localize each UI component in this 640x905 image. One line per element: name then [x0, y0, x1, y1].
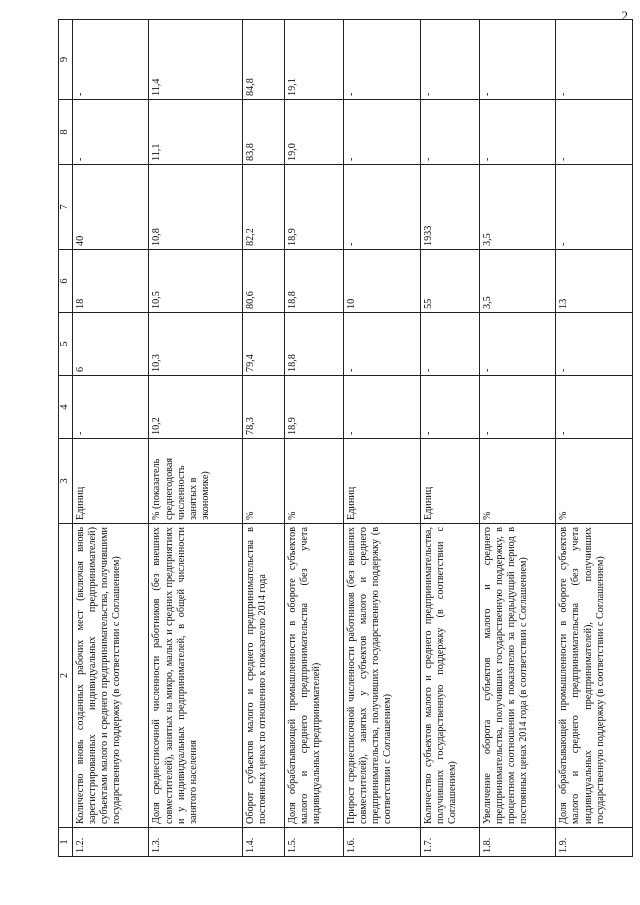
indicator-name: Количество вновь созданных рабочих мест (включая вновь зарегистрированных индивидуальных предпринимателей) субъектами малого и среднего предпринимательства, получившими государственную поддержку (в соответствии с Соглашением)	[73, 524, 149, 828]
value-cell: 55	[420, 250, 479, 313]
value-cell: 82,2	[243, 165, 285, 250]
page-number: 2	[621, 8, 628, 23]
row-number: 1.6.	[344, 828, 420, 857]
value-cell: 79,4	[243, 313, 285, 376]
value-cell: 19,0	[285, 100, 344, 165]
value-cell: -	[420, 313, 479, 376]
value-cell: -	[479, 376, 555, 439]
value-cell: -	[420, 100, 479, 165]
row-number: 1.3.	[149, 828, 243, 857]
table-row	[149, 20, 243, 857]
value-cell: -	[479, 313, 555, 376]
value-cell: 18,9	[285, 376, 344, 439]
unit-cell: %	[243, 439, 285, 524]
value-cell: 11,4	[149, 20, 243, 100]
value-cell: 10,2	[149, 376, 243, 439]
value-cell: -	[479, 20, 555, 100]
value-cell: -	[73, 100, 149, 165]
table-row	[285, 20, 344, 857]
row-number: 1.5.	[285, 828, 344, 857]
value-cell: 13	[556, 250, 633, 313]
indicator-name: Доля среднесписочной численности работников (без внешних совместителей), занятых на микро, малых и средних предприятиях и у индивидуальных предпринимателей, в общей численности занятого населения	[149, 524, 243, 828]
table-row	[73, 20, 149, 857]
value-cell: 10	[344, 250, 420, 313]
table-row	[420, 20, 479, 857]
value-cell: 18,8	[285, 250, 344, 313]
value-cell: 3,5	[479, 250, 555, 313]
column-header: 2	[59, 524, 73, 828]
value-cell: -	[344, 165, 420, 250]
row-number: 1.7.	[420, 828, 479, 857]
value-cell: -	[556, 100, 633, 165]
row-number: 1.9.	[556, 828, 633, 857]
value-cell: -	[420, 376, 479, 439]
indicator-name: Количество субъектов малого и среднего предпринимательства, получивших государственную поддержку (в соответствии с Соглашением)	[420, 524, 479, 828]
value-cell: 18	[73, 250, 149, 313]
indicator-name: Увеличение оборота субъектов малого и среднего предпринимательства, получивших государственную поддержку, в процентном соотношении к показателю за предыдущий период в постоянных ценах 2014 года (в соответствии с Соглашением)	[479, 524, 555, 828]
value-cell: 11,1	[149, 100, 243, 165]
indicator-name: Доля обрабатывающей промышленности в обороте субъектов малого и среднего предпринимательства (без учета индивидуальных предпринимателей), получивших государственную поддержку (в соответствии с Соглашением)	[556, 524, 633, 828]
value-cell: -	[479, 100, 555, 165]
value-cell: 80,6	[243, 250, 285, 313]
unit-cell: % (показатель среднегодовая численность занятых в экономике)	[149, 439, 243, 524]
column-header: 4	[59, 376, 73, 439]
value-cell: 10,8	[149, 165, 243, 250]
value-cell: 1933	[420, 165, 479, 250]
value-cell: -	[73, 376, 149, 439]
value-cell: -	[420, 20, 479, 100]
value-cell: -	[556, 376, 633, 439]
column-header: 6	[59, 250, 73, 313]
table-row	[556, 20, 633, 857]
value-cell: 10,3	[149, 313, 243, 376]
value-cell: 19,1	[285, 20, 344, 100]
value-cell: -	[344, 376, 420, 439]
table-header-row	[59, 20, 73, 857]
table-row	[243, 20, 285, 857]
unit-cell: Единиц	[420, 439, 479, 524]
value-cell: -	[344, 313, 420, 376]
value-cell: 10,5	[149, 250, 243, 313]
value-cell: 83,8	[243, 100, 285, 165]
value-cell: -	[556, 165, 633, 250]
column-header: 1	[59, 828, 73, 857]
value-cell: -	[556, 313, 633, 376]
indicator-name: Прирост среднесписочной численности работников (без внешних совместителей), занятых у субъектов малого и среднего предпринимательства, получивших государственную поддержку (в соответствии с Соглашением)	[344, 524, 420, 828]
rotated-table-container	[58, 20, 633, 857]
value-cell: 40	[73, 165, 149, 250]
unit-cell: Единиц	[73, 439, 149, 524]
row-number: 1.4.	[243, 828, 285, 857]
unit-cell: Единиц	[344, 439, 420, 524]
row-number: 1.8.	[479, 828, 555, 857]
row-number: 1.2.	[73, 828, 149, 857]
column-header: 3	[59, 439, 73, 524]
value-cell: -	[73, 20, 149, 100]
column-header: 7	[59, 165, 73, 250]
value-cell: 6	[73, 313, 149, 376]
value-cell: 3,5	[479, 165, 555, 250]
table-row	[344, 20, 420, 857]
unit-cell: %	[285, 439, 344, 524]
value-cell: -	[556, 20, 633, 100]
indicators-table	[58, 19, 633, 857]
value-cell: 18,9	[285, 165, 344, 250]
value-cell: -	[344, 20, 420, 100]
column-header: 9	[59, 20, 73, 100]
indicator-name: Доля обрабатывающей промышленности в обороте субъектов малого и среднего предпринимательства (без учета индивидуальных предпринимателей)	[285, 524, 344, 828]
value-cell: 84,8	[243, 20, 285, 100]
unit-cell: %	[479, 439, 555, 524]
indicator-name: Оборот субъектов малого и среднего предпринимательства в постоянных ценах по отношению к показателю 2014 года	[243, 524, 285, 828]
value-cell: 78,3	[243, 376, 285, 439]
value-cell: 18,8	[285, 313, 344, 376]
column-header: 8	[59, 100, 73, 165]
column-header: 5	[59, 313, 73, 376]
unit-cell: %	[556, 439, 633, 524]
value-cell: -	[344, 100, 420, 165]
table-row	[479, 20, 555, 857]
